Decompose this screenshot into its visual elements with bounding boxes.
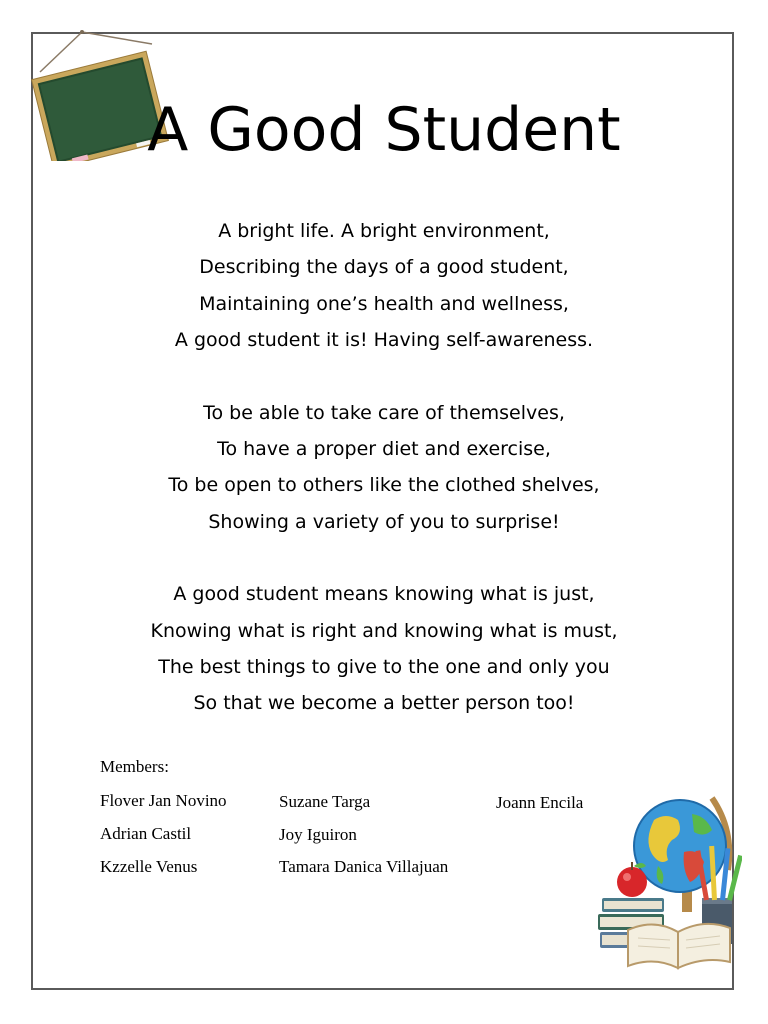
poem-line: To be able to take care of themselves, (203, 401, 565, 424)
poem-line: A good student means knowing what is just, (173, 583, 595, 606)
member-name: Joann Encila (496, 793, 584, 812)
poem-stanza (0, 576, 768, 721)
poem-stanza (0, 213, 768, 358)
member-name: Joy Iguiron (279, 825, 357, 844)
poem-line: To have a proper diet and exercise, (217, 437, 551, 460)
poem-stanza (0, 395, 768, 540)
poem-line: Maintaining one’s health and wellness, (199, 292, 569, 315)
member-name: Tamara Danica Villajuan (279, 857, 449, 876)
poem-line: Showing a variety of you to surprise! (208, 510, 560, 533)
poem-line: A bright life. A bright environment, (218, 220, 550, 242)
member-name: Adrian Castil (100, 824, 192, 843)
poem-line: To be open to others like the clothed shelves, (168, 474, 600, 497)
poem-line: So that we become a better person too! (193, 692, 575, 715)
poem-line: Describing the days of a good student, (199, 256, 569, 279)
poem (0, 213, 768, 758)
member-name: Kzzelle Venus (100, 857, 198, 876)
poem-line: A good student it is! Having self-awareness. (174, 328, 594, 351)
members-label: Members: (100, 757, 169, 776)
member-name: Flover Jan Novino (100, 791, 227, 810)
page-title: A Good Student (147, 95, 621, 165)
poem-line: The best things to give to the one and only you (158, 655, 610, 678)
member-name: Suzane Targa (279, 792, 371, 811)
school-supplies-icon (594, 790, 742, 972)
poem-line: Knowing what is right and knowing what is must, (150, 619, 618, 642)
